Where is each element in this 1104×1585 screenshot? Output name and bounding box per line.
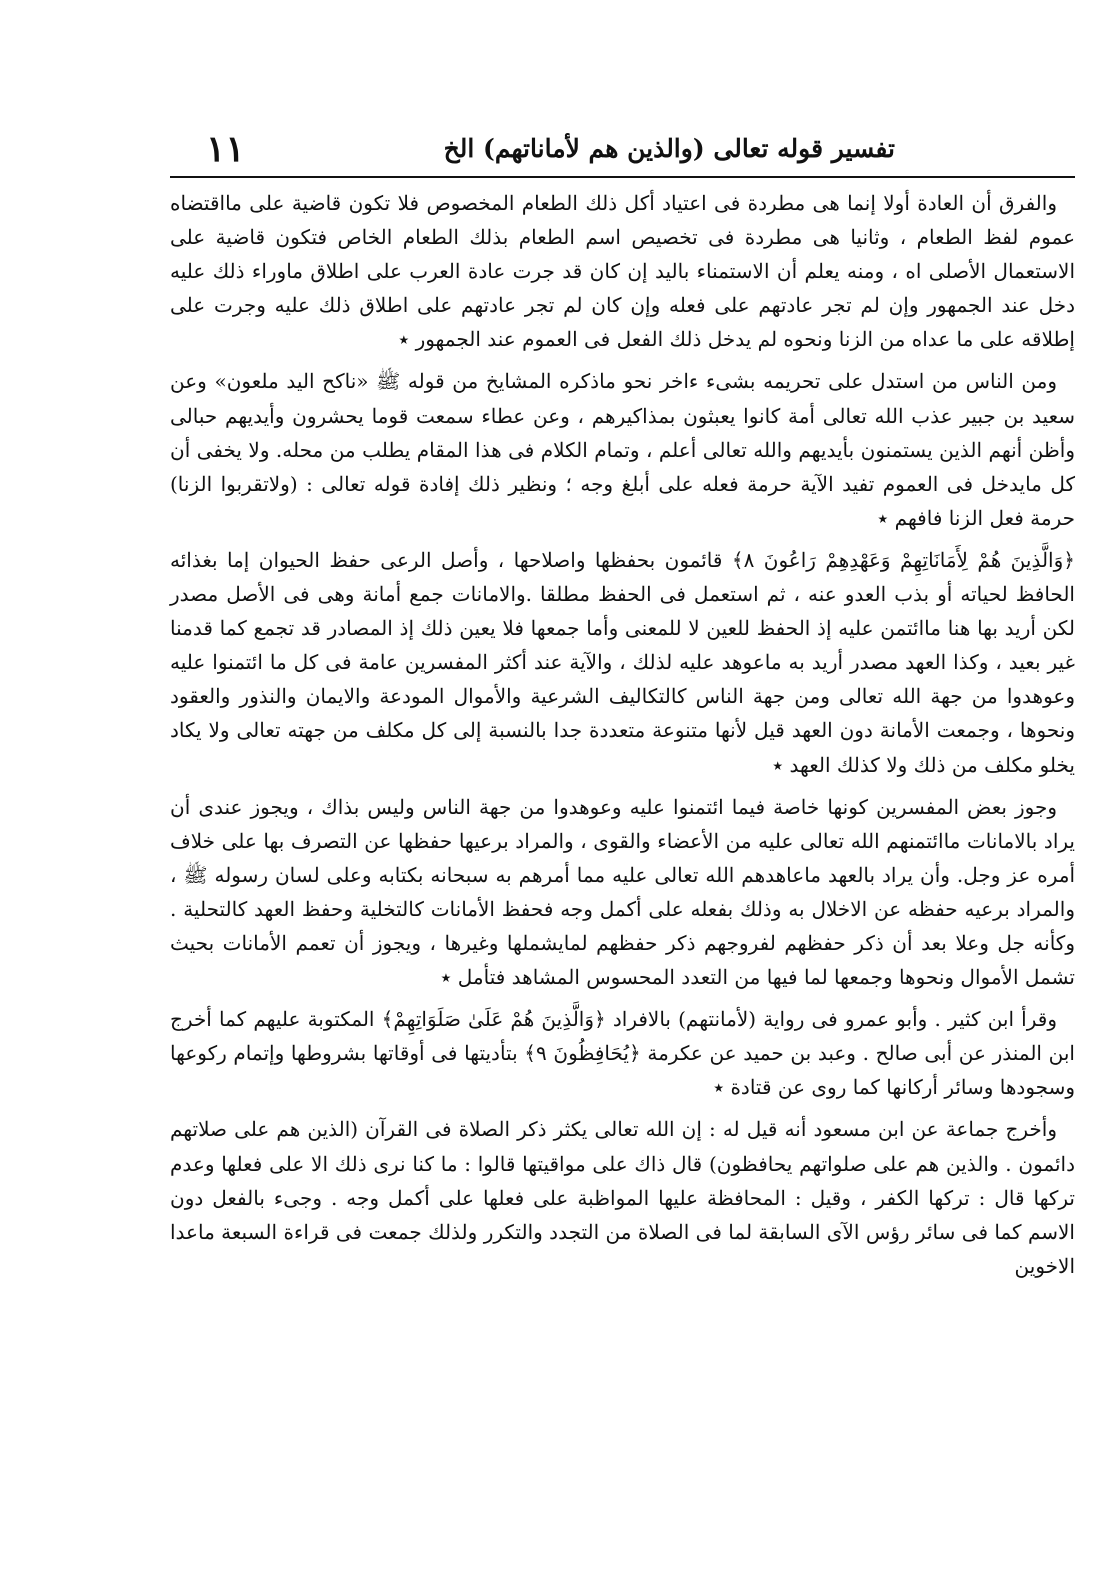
running-head	[170, 128, 1075, 178]
running-title: تفسير قوله تعالى (والذين هم لأماناتهم) الخ	[443, 134, 895, 163]
paragraph-verse-9: وقرأ ابن كثير . وأبو عمرو فى رواية (لأمانتهم) بالافراد ﴿وَالَّذِينَ هُمْ عَلَىٰ صَلَوَاتِهِمْ﴾ المكتوبة عليهم كما أخرج ابن المنذر عن أبى صالح . وعبد بن حميد عن عكرمة ﴿يُحَافِظُونَ ٩﴾ بتأديتها فى أوقاتها بشروطها وإتمام ركوعها وسجودها وسائر أركانها كما روى عن قتادة ٭	[170, 1007, 1075, 1100]
paragraph-prohibition-evidence: ومن الناس من استدل على تحريمه بشىء ءاخر نحو ماذكره المشايخ من قوله ﷺ «ناكح اليد ملعون» وعن سعيد بن جبير عذب الله تعالى أمة كانوا يعبثون بمذاكيرهم ، وعن عطاء سمعت قوما يحشرون وأيديهم حبالى وأظن أنهم الذين يستمنون بأيديهم والله تعالى أعلم ، وتمام الكلام فى هذا المقام يطلب من محله. ولا يخفى أن كل مايدخل فى العموم تفيد الآية حرمة فعله على أبلغ وجه ؛ ونظير ذلك إفادة قوله تعالى : (ولاتقربوا الزنا) حرمة فعل الزنا فافهم ٭	[170, 369, 1075, 530]
paragraph-ibn-masud-report: وأخرج جماعة عن ابن مسعود أنه قيل له : إن الله تعالى يكثر ذكر الصلاة فى القرآن (الذين هم على صلاتهم دائمون . والذين هم على صلواتهم يحافظون) قال ذاك على مواقيتها قالوا : ما كنا نرى ذلك الا على فعلها وعدم تركها قال : تركها الكفر ، وقيل : المحافظة عليها المواظبة على فعلها على أكمل وجه . وجىء بالفعل دون الاسم كما فى سائر رؤس الآى السابقة لما فى الصلاة من التجدد والتكرر ولذلك جمعت فى قراءة السبعة ماعدا الاخوين	[170, 1117, 1075, 1278]
paragraph-alternate-view: وجوز بعض المفسرين كونها خاصة فيما ائتمنوا عليه وعوهدوا من جهة الناس وليس بذاك ، ويجوز عندى أن يراد بالامانات ماائتمنهم الله تعالى عليه من الأعضاء والقوى ، والمراد برعيها حفظها عن التصرف بها على خلاف أمره عز وجل. وأن يراد بالعهد ماعاهدهم الله تعالى عليه مما أمرهم به سبحانه بكتابه وعلى لسان رسوله ﷺ ، والمراد برعيه حفظه عن الاخلال به وذلك بفعله على أكمل وجه فحفظ الأمانات كالتخلية وحفظ العهد كالتحلية . وكأنه جل وعلا بعد أن ذكر حفظهم لفروجهم ذكر حفظهم لمايشملها وغيرها ، ويجوز أن تعمم الأمانات بحيث تشمل الأموال ونحوها وجمعها لما فيها من التعدد المحسوس المشاهد فتأمل ٭	[170, 794, 1076, 990]
paragraph-usage-distinction: والفرق أن العادة أولا إنما هى مطردة فى اعتياد أكل ذلك الطعام المخصوص فلا تكون قاضية على مااقتضاه عموم لفظ الطعام ، وثانيا هى مطردة فى تخصيص اسم الطعام بذلك الطعام الخاص فتكون قاضية على الاستعمال الأصلى اه ، ومنه يعلم أن الاستمناء باليد إن كان قد جرت عادة العرب على اطلاق ماوراء ذلك عليه دخل عند الجمهور وإن لم تجر عادتهم على فعله وإن كان لم تجر عادتهم على اطلاق ذلك عليه وجرت على إطلاقه على ما عداه من الزنا ونحوه لم يدخل ذلك الفعل فى العموم عند الجمهور ٭	[170, 191, 1075, 352]
body-text	[170, 186, 1075, 1283]
paragraph-verse-8: ﴿وَالَّذِينَ هُمْ لِأَمَانَاتِهِمْ وَعَهْدِهِمْ رَاعُونَ ٨﴾ قائمون بحفظها واصلاحها ، وأصل الرعى حفظ الحيوان إما بغذائه الحافظ لحياته أو بذب العدو عنه ، ثم استعمل فى الحفظ مطلقا .والامانات جمع أمانة وهى فى الأصل مصدر لكن أريد بها هنا ماائتمن عليه إذ الحفظ للعين لا للمعنى وأما جمعها فلا يعين ذلك إذ المصادر قد تجمع كما قدمنا غير بعيد ، وكذا العهد مصدر أريد به ماعوهد عليه لذلك ، والآية عند أكثر المفسرين عامة فى كل ما ائتمنوا عليه وعوهدوا من جهة الله تعالى ومن جهة الناس كالتكاليف الشرعية والأموال المودعة والايمان والنذور والعقود ونحوها ، وجمعت الأمانة دون العهد قيل لأنها متنوعة متعددة جدا بالنسبة إلى كل مكلف من جهته تعالى ولا يكاد يخلو مكلف من ذلك ولا كذلك العهد ٭	[170, 547, 1075, 777]
page	[170, 128, 1075, 1291]
page-number: ١١	[206, 128, 245, 170]
